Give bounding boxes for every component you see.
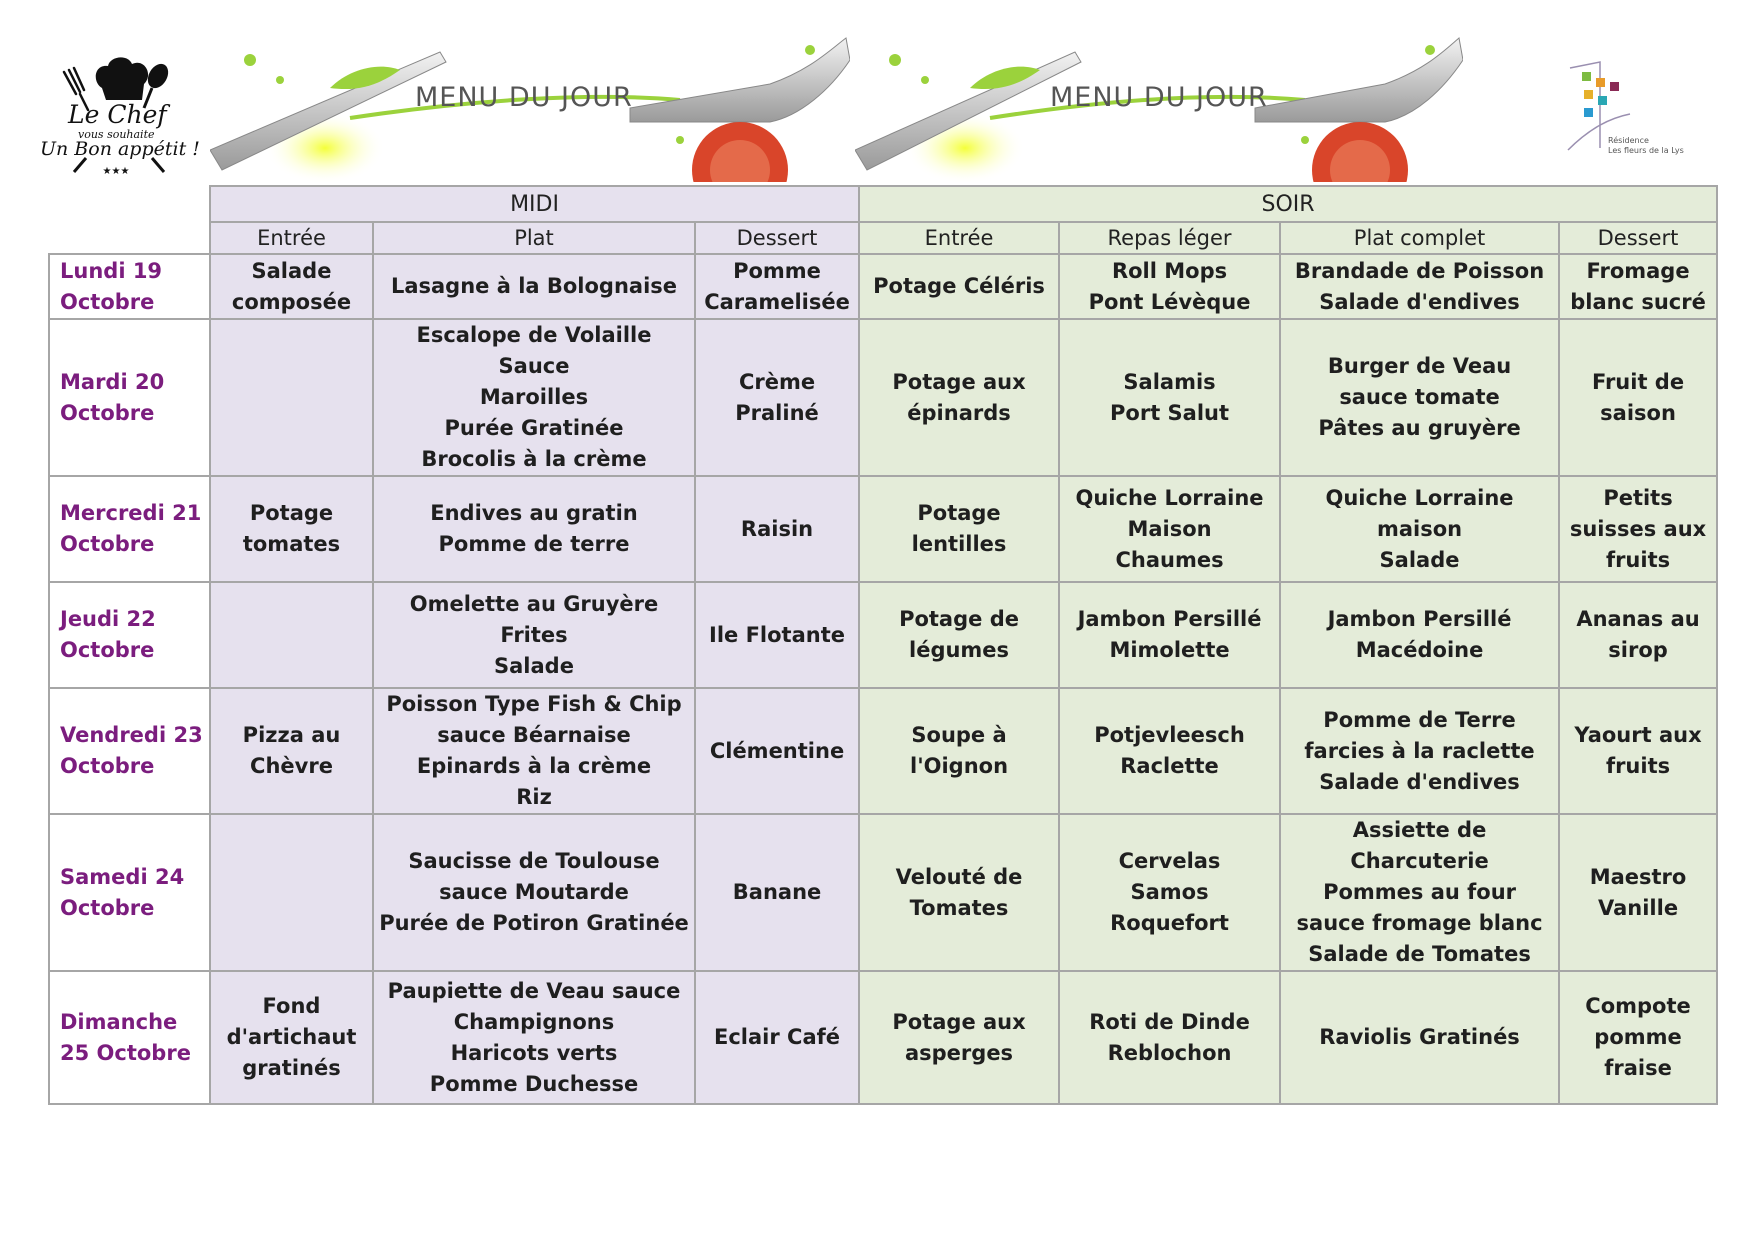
menu-cell-soir-entree (859, 582, 1059, 688)
dish-line: Charcuterie (1350, 849, 1489, 873)
col-header-soir-plat-complet: Plat complet (1280, 222, 1559, 254)
dish-line: Escalope de Volaille Sauce (416, 323, 652, 378)
dish-line: Clémentine (709, 738, 845, 763)
dish-line: Potage Céléris (873, 274, 1045, 298)
dish-line: Quiche Lorraine (1325, 485, 1514, 510)
dish-line: fruits (1605, 547, 1671, 572)
menu-cell-midi-plat (373, 814, 695, 971)
dish-line: l'Oignon (910, 754, 1009, 778)
col-header-midi-plat: Plat (373, 222, 695, 254)
menu-cell-soir-dessert (1559, 814, 1717, 971)
dish-line: Raviolis Gratinés (1319, 1025, 1520, 1049)
dish-line: Port Salut (1110, 400, 1230, 425)
day-label (49, 814, 210, 971)
dish-line: Riz (516, 785, 552, 809)
corner-blank (49, 222, 210, 254)
dish-line: Quiche Lorraine (1075, 485, 1264, 510)
dish-line: Banane (732, 880, 822, 904)
dish-line: Crème (738, 369, 816, 394)
dish-line: sauce Moutarde (439, 880, 629, 904)
dish-line: Tomates (909, 895, 1009, 920)
svg-text:★★★: ★★★ (102, 166, 130, 177)
dish-line: Salade (251, 258, 332, 283)
menu-cell-soir-repas-leger (1059, 254, 1280, 319)
dish-line: Pommes au four (1323, 880, 1516, 904)
dish-line: Salade (1379, 547, 1460, 572)
dish-line: Reblochon (1107, 1040, 1232, 1065)
dish-line: Maroilles (479, 385, 589, 409)
menu-cell-soir-dessert (1559, 476, 1717, 582)
group-header-midi: MIDI (210, 186, 859, 222)
residence-logo-line2: Les fleurs de la Lys (1608, 146, 1684, 155)
dish-line: Pomme Duchesse (429, 1071, 639, 1096)
dish-line: suisses aux (1569, 516, 1707, 541)
menu-cell-midi-entree (210, 688, 373, 814)
menu-cell-midi-plat (373, 254, 695, 319)
dish-line: Poisson Type Fish & Chip (386, 692, 682, 716)
dish-line: Fond (262, 994, 321, 1018)
dish-line: Saucisse de Toulouse (408, 849, 660, 873)
menu-cell-soir-plat-complet (1280, 254, 1559, 319)
menu-cell-soir-entree (859, 319, 1059, 476)
dish-line: saison (1600, 400, 1676, 425)
menu-cell-midi-plat (373, 582, 695, 688)
dish-line: Chèvre (250, 754, 333, 778)
menu-banner-soir (855, 30, 1463, 182)
menu-cell-midi-dessert (695, 814, 859, 971)
table-row (49, 582, 1717, 688)
corner-blank (49, 186, 210, 222)
menu-cell-midi-dessert (695, 254, 859, 319)
dish-line: Paupiette de Veau sauce (387, 978, 681, 1003)
menu-cell-soir-repas-leger (1059, 688, 1280, 814)
day-label-line: 25 Octobre (60, 1040, 191, 1065)
dish-line: Maestro (1589, 864, 1687, 889)
menu-cell-soir-repas-leger (1059, 319, 1280, 476)
day-label-line: Octobre (60, 289, 155, 314)
dish-line: sauce fromage blanc (1296, 911, 1543, 935)
dish-line: Pomme de terre (438, 532, 630, 556)
dish-line: Caramelisée (704, 289, 850, 314)
menu-cell-soir-dessert (1559, 688, 1717, 814)
menu-cell-soir-plat-complet (1280, 319, 1559, 476)
menu-cell-midi-entree (210, 319, 373, 476)
day-label (49, 319, 210, 476)
dish-line: maison (1376, 516, 1463, 541)
table-row (49, 688, 1717, 814)
menu-cell-soir-dessert (1559, 319, 1717, 476)
menu-cell-soir-repas-leger (1059, 971, 1280, 1104)
menu-cell-midi-dessert (695, 476, 859, 582)
menu-cell-soir-plat-complet (1280, 688, 1559, 814)
menu-cell-soir-entree (859, 254, 1059, 319)
dish-line: Ananas au (1576, 607, 1700, 631)
menu-cell-midi-dessert (695, 319, 859, 476)
day-label-line: Vendredi 23 (60, 723, 203, 747)
menu-cell-soir-repas-leger (1059, 476, 1280, 582)
dish-line: Brocolis à la crème (421, 447, 647, 471)
menu-cell-soir-plat-complet (1280, 814, 1559, 971)
dish-line: d'artichaut (226, 1025, 357, 1049)
dish-line: Salamis (1123, 369, 1216, 394)
col-header-soir-repas-leger: Repas léger (1059, 222, 1280, 254)
dish-line: Fromage (1586, 258, 1690, 283)
menu-cell-soir-dessert (1559, 582, 1717, 688)
col-header-soir-dessert: Dessert (1559, 222, 1717, 254)
table-row (49, 476, 1717, 582)
day-label-line: Octobre (60, 895, 155, 920)
dish-line: Salade (494, 653, 574, 678)
dish-line: Roti de Dinde (1089, 1009, 1250, 1034)
dish-line: légumes (909, 638, 1010, 662)
dish-line: Brandade de Poisson (1294, 258, 1545, 283)
day-label-line: Mercredi 21 (60, 501, 202, 525)
dish-line: Pont Lévèque (1088, 289, 1251, 314)
dish-line: Pomme de Terre (1323, 707, 1516, 732)
dish-line: Pomme (733, 258, 821, 283)
dish-line: Assiette de (1352, 818, 1487, 842)
dish-line: Mimolette (1109, 638, 1230, 662)
menu-cell-midi-entree (210, 971, 373, 1104)
dish-line: tomates (242, 532, 341, 556)
dish-line: Vanille (1598, 895, 1679, 920)
day-label (49, 971, 210, 1104)
dish-line: Burger de Veau (1327, 354, 1512, 378)
dish-line: Purée de Potiron Gratinée (379, 911, 689, 935)
dish-line: Roll Mops (1111, 258, 1228, 283)
dish-line: Potage (917, 501, 1001, 525)
menu-cell-soir-entree (859, 814, 1059, 971)
dish-line: Maison (1127, 516, 1212, 541)
menu-body (49, 254, 1717, 1104)
dish-line: asperges (904, 1040, 1014, 1065)
dish-line: Raclette (1120, 754, 1219, 778)
dish-line: pomme (1594, 1025, 1682, 1049)
dish-line: Chaumes (1115, 547, 1224, 572)
menu-cell-midi-dessert (695, 688, 859, 814)
dish-line: Jambon Persillé (1077, 607, 1262, 631)
day-label-line: Dimanche (60, 1009, 178, 1034)
menu-cell-midi-entree (210, 476, 373, 582)
dish-line: Compote (1585, 994, 1691, 1018)
dish-line: Samos (1130, 880, 1209, 904)
day-label-line: Octobre (60, 754, 155, 778)
dish-line: Pizza au (242, 723, 341, 747)
dish-line: composée (231, 289, 352, 314)
dish-line: Potage de (899, 607, 1019, 631)
dish-line: Petits (1603, 485, 1673, 510)
menu-cell-midi-plat (373, 688, 695, 814)
dish-line: Omelette au Gruyère (409, 591, 659, 616)
dish-line: Eclair Café (714, 1025, 841, 1049)
dish-line: Soupe à (911, 723, 1007, 747)
day-label-line: Mardi 20 (60, 369, 165, 394)
table-row (49, 971, 1717, 1104)
dish-line: Salade de Tomates (1308, 942, 1531, 966)
banner-title: MENU DU JOUR (415, 82, 633, 113)
menu-cell-soir-repas-leger (1059, 814, 1280, 971)
dish-line: Macédoine (1355, 638, 1484, 662)
day-label-line: Jeudi 22 (60, 607, 156, 631)
dish-line: épinards (907, 400, 1011, 425)
dish-line: blanc sucré (1570, 289, 1706, 314)
col-header-soir-entree: Entrée (859, 222, 1059, 254)
chef-logo-line1: Le Chef (68, 100, 167, 129)
dish-line: fruits (1605, 754, 1671, 778)
table-row (49, 814, 1717, 971)
residence-logo-text (1608, 136, 1684, 156)
day-label-line: Octobre (60, 532, 155, 556)
chef-logo-line2: vous souhaite (78, 128, 155, 141)
dish-line: Potjevleesch (1094, 723, 1245, 747)
dish-line: Frites (500, 622, 568, 647)
dish-line: farcies à la raclette (1304, 738, 1535, 763)
dish-line: Praliné (735, 400, 819, 425)
menu-cell-midi-entree (210, 582, 373, 688)
day-label-line: Octobre (60, 638, 155, 662)
dish-line: Potage aux (892, 369, 1026, 394)
dish-line: Haricots verts (450, 1040, 618, 1065)
dish-line: Roquefort (1110, 911, 1229, 935)
day-label (49, 254, 210, 319)
col-header-midi-dessert: Dessert (695, 222, 859, 254)
dish-line: Purée Gratinée (444, 416, 624, 440)
col-header-midi-entree: Entrée (210, 222, 373, 254)
menu-cell-midi-plat (373, 476, 695, 582)
dish-line: Salade d'endives (1319, 769, 1520, 794)
menu-cell-midi-dessert (695, 971, 859, 1104)
dish-line: Raisin (740, 516, 814, 541)
dish-line: sirop (1608, 638, 1668, 662)
menu-cell-soir-plat-complet (1280, 971, 1559, 1104)
menu-cell-soir-plat-complet (1280, 476, 1559, 582)
chef-logo-line3: Un Bon appétit ! (40, 138, 200, 160)
dish-line: sauce Béarnaise (437, 723, 631, 747)
dish-line: Cervelas (1118, 849, 1221, 873)
dish-line: Yaourt aux (1574, 723, 1702, 747)
menu-cell-midi-entree (210, 814, 373, 971)
dish-line: Potage aux (892, 1009, 1026, 1034)
menu-cell-soir-repas-leger (1059, 582, 1280, 688)
menu-banner-midi (210, 30, 850, 182)
dish-line: Lasagne à la Bolognaise (390, 274, 678, 298)
menu-cell-soir-dessert (1559, 254, 1717, 319)
menu-cell-midi-plat (373, 319, 695, 476)
day-label-line: Samedi 24 (60, 864, 185, 889)
dish-line: gratinés (242, 1056, 341, 1080)
dish-line: lentilles (911, 532, 1007, 556)
table-row (49, 319, 1717, 476)
weekly-menu-table (48, 185, 1718, 1105)
dish-line: Fruit de (1591, 369, 1685, 394)
dish-line: fraise (1604, 1056, 1672, 1080)
menu-cell-midi-dessert (695, 582, 859, 688)
day-label (49, 582, 210, 688)
menu-cell-midi-plat (373, 971, 695, 1104)
dish-line: Velouté de (895, 864, 1023, 889)
menu-cell-soir-plat-complet (1280, 582, 1559, 688)
dish-line: Pâtes au gruyère (1318, 416, 1521, 440)
day-label (49, 476, 210, 582)
day-label-line: Octobre (60, 400, 155, 425)
dish-line: Salade d'endives (1319, 289, 1520, 314)
menu-cell-soir-dessert (1559, 971, 1717, 1104)
dish-line: sauce tomate (1339, 385, 1500, 409)
table-row (49, 254, 1717, 319)
menu-cell-soir-entree (859, 688, 1059, 814)
menu-cell-midi-entree (210, 254, 373, 319)
dish-line: Epinards à la crème (416, 754, 652, 778)
dish-line: Champignons (453, 1009, 615, 1034)
dish-line: Jambon Persillé (1327, 607, 1512, 631)
group-header-soir: SOIR (859, 186, 1717, 222)
chef-logo (40, 52, 200, 182)
banner-title: MENU DU JOUR (1050, 82, 1268, 113)
dish-line: Ile Flotante (709, 622, 845, 647)
day-label (49, 688, 210, 814)
menu-cell-soir-entree (859, 476, 1059, 582)
residence-logo-line1: Résidence (1608, 136, 1649, 145)
dish-line: Potage (249, 501, 334, 525)
dish-line: Endives au gratin (430, 501, 638, 525)
day-label-line: Lundi 19 (60, 258, 163, 283)
menu-cell-soir-entree (859, 971, 1059, 1104)
